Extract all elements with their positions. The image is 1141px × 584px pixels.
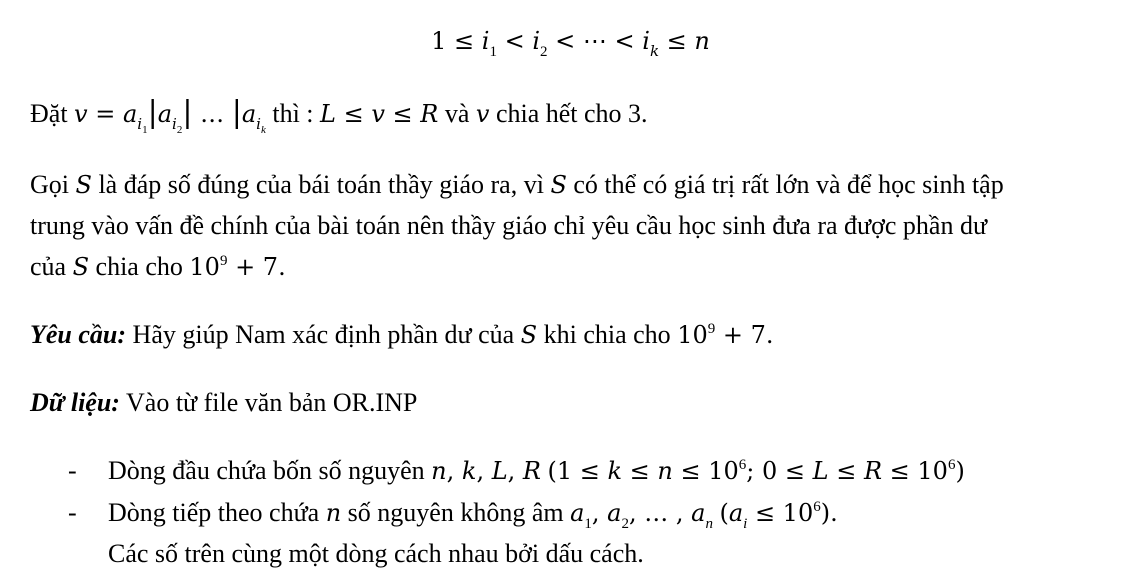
divisible-text: chia hết cho 3. [495,99,648,128]
input-data-label: Dữ liệu: [30,388,120,417]
bullet-2: - [68,498,77,527]
index-order-formula: $1 \le i_1 < i_2$ < ⋯ < $i_k \le n$ [431,27,710,60]
requirement-label: Yêu cầu: [30,320,127,349]
dat-word: Đặt [30,99,68,128]
input-item-2-text-b: số nguyên không âm [347,498,564,527]
thi-word: thì : [272,99,314,128]
goi-word: Gọi [30,170,69,199]
paragraph-line-3: của S chia cho $10^9 + 7$. [30,252,286,281]
input-data-line [30,386,417,420]
paragraph-text-1b: là đáp số đúng của bái toán thầy giáo ra, vì [98,170,544,199]
paragraph-text-1c: có thể có giá trị rất lớn và để học sinh tập [573,170,1004,199]
separator-note: Các số trên cùng một dòng cách nhau bởi dấu cách. [108,539,644,568]
paragraph-text-3b: chia cho [95,252,183,281]
bullet-1: - [68,456,77,485]
input-item-1-text: Dòng đầu chứa bốn số nguyên [108,456,425,485]
input-item-2-text-a: Dòng tiếp theo chứa [108,498,320,527]
input-item-2: Dòng tiếp theo chứa n số nguyên không âm $a_1$, $a_2$, … , $a_n$ $(a_i \le 10^6)$. [108,498,838,532]
input-item-1: Dòng đầu chứa bốn số nguyên n, k, L, R ($1 \le k \le n \le 10^6$; $0 \le L \le R \le 10^6$) [108,456,965,485]
definition-line: Đặt $v = a_{i_1}|a_{i_2}|$ … $|a_{i_k}$ thì : L ≤ v ≤ R và v chia hết cho 3. [30,95,648,136]
paragraph-text-2: trung vào vấn đề chính của bài toán nên thầy giáo chỉ yêu cầu học sinh đưa ra được phần dư [30,211,988,240]
input-data-text: Vào từ file văn bản OR.INP [126,388,418,417]
va-word: và [444,99,470,128]
requirement-text-b: khi chia cho [543,320,671,349]
paragraph-line-2 [30,209,987,243]
requirement-line: Yêu cầu: Hãy giúp Nam xác định phần dư của S khi chia cho $10^9 + 7$. [30,320,774,349]
requirement-text-a: Hãy giúp Nam xác định phần dư của [132,320,515,349]
paragraph-line-1: Gọi S là đáp số đúng của bái toán thầy giáo ra, vì S có thể có giá trị rất lớn và để học sinh tập [30,170,1004,199]
paragraph-text-3a: của [30,252,67,281]
